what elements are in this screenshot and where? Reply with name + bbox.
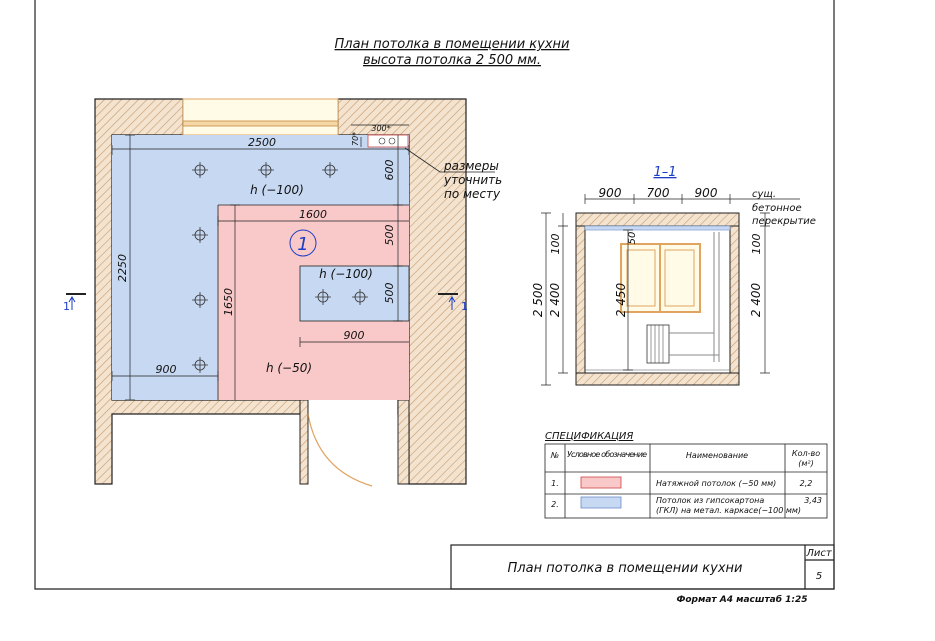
dim-right-top: 600 xyxy=(383,159,396,181)
dim-right-low: 500 xyxy=(383,282,396,304)
title-block xyxy=(451,545,834,605)
niche xyxy=(368,135,408,147)
window xyxy=(183,99,338,135)
section-wall-right xyxy=(730,226,739,373)
stamp-sheet-number: 5 xyxy=(815,571,823,582)
slab-note-1: сущ. xyxy=(752,189,777,200)
spec-row2-swatch xyxy=(581,497,621,508)
spec-header-num: № xyxy=(550,451,560,460)
dim-niche-height: 70* xyxy=(351,131,360,146)
spec-title: СПЕЦИФИКАЦИЯ xyxy=(545,431,634,442)
dim-right-mid: 500 xyxy=(383,224,396,246)
section-dim-right-sub: 2 400 xyxy=(749,282,763,318)
dim-left-height: 2250 xyxy=(116,254,129,282)
note-line-2: уточнить xyxy=(444,173,503,187)
drawing-subtitle: высота потолка 2 500 мм. xyxy=(362,53,542,68)
spec-header-unit: (м²) xyxy=(798,459,814,468)
section-view xyxy=(531,165,816,385)
spec-row1-name: Натяжной потолок (−50 мм) xyxy=(656,479,777,488)
section-dim-inner: 2 450 xyxy=(614,282,628,318)
dim-bottom-left: 900 xyxy=(155,363,177,376)
slab-note-3: перекрытие xyxy=(752,216,816,227)
section-dim-left-top: 100 xyxy=(549,233,562,255)
spec-row1-num: 1. xyxy=(551,479,559,488)
section-dim-total: 2 500 xyxy=(531,282,545,318)
spec-header-name: Наименование xyxy=(685,451,749,460)
section-dim-right-top: 100 xyxy=(750,233,763,255)
specification-table xyxy=(545,431,827,518)
spec-row2-num: 2. xyxy=(551,500,559,509)
note-line-1: размеры xyxy=(444,159,499,173)
spec-row2-name-cont: (ГКЛ) на метал. каркасе(−100 мм) xyxy=(656,506,802,515)
slab-note-2: бетонное xyxy=(752,203,802,214)
door-jamb-left xyxy=(300,400,308,484)
spec-row1-qty: 2,2 xyxy=(799,479,813,488)
zone-label-island: h (−100) xyxy=(319,267,373,281)
section-title: 1–1 xyxy=(653,165,677,180)
section-dim-3: 900 xyxy=(694,186,718,200)
stamp-sheet-label: Лист xyxy=(806,548,832,559)
door-swing xyxy=(308,414,372,486)
svg-text:1: 1 xyxy=(63,300,70,313)
window-sill xyxy=(183,121,338,126)
door-jamb-right xyxy=(398,400,409,484)
room-marker-label: 1 xyxy=(297,234,309,255)
spec-header-symbol: Условное обозначение xyxy=(567,450,647,459)
sheet-format: Формат А4 масштаб 1:25 xyxy=(676,595,808,605)
section-dim-left-sub: 2 400 xyxy=(548,282,562,318)
section-ceiling xyxy=(585,226,730,230)
section-dim-inner-top: 50 xyxy=(627,231,638,245)
zone-label-lower: h (−50) xyxy=(265,361,313,375)
zone-label-upper: h (−100) xyxy=(250,183,304,197)
dim-niche-width: 300* xyxy=(371,124,391,133)
spec-row2-name: Потолок из гипсокартона xyxy=(656,496,765,505)
slab-bottom xyxy=(576,373,739,385)
section-dim-1: 900 xyxy=(598,186,622,200)
note-line-3: по месту xyxy=(444,187,501,201)
ceiling-plan xyxy=(63,99,502,486)
drawing-title: План потолка в помещении кухни xyxy=(334,37,570,52)
dim-island-width: 900 xyxy=(343,329,365,342)
spec-header-qty: Кол-во xyxy=(791,449,821,458)
stamp-title: План потолка в помещении кухни xyxy=(507,561,743,576)
section-dim-2: 700 xyxy=(646,186,670,200)
spec-row2-qty: 3,43 xyxy=(804,496,822,505)
radiator xyxy=(647,325,669,363)
section-mark-left xyxy=(63,294,86,313)
section-wall-left xyxy=(576,226,585,373)
slab-top xyxy=(576,213,739,226)
spec-row1-swatch xyxy=(581,477,621,488)
dim-inner-width: 1600 xyxy=(299,208,327,221)
svg-text:1: 1 xyxy=(461,300,468,313)
dim-top-width: 2500 xyxy=(248,136,276,149)
dim-inner-height: 1650 xyxy=(222,288,235,316)
